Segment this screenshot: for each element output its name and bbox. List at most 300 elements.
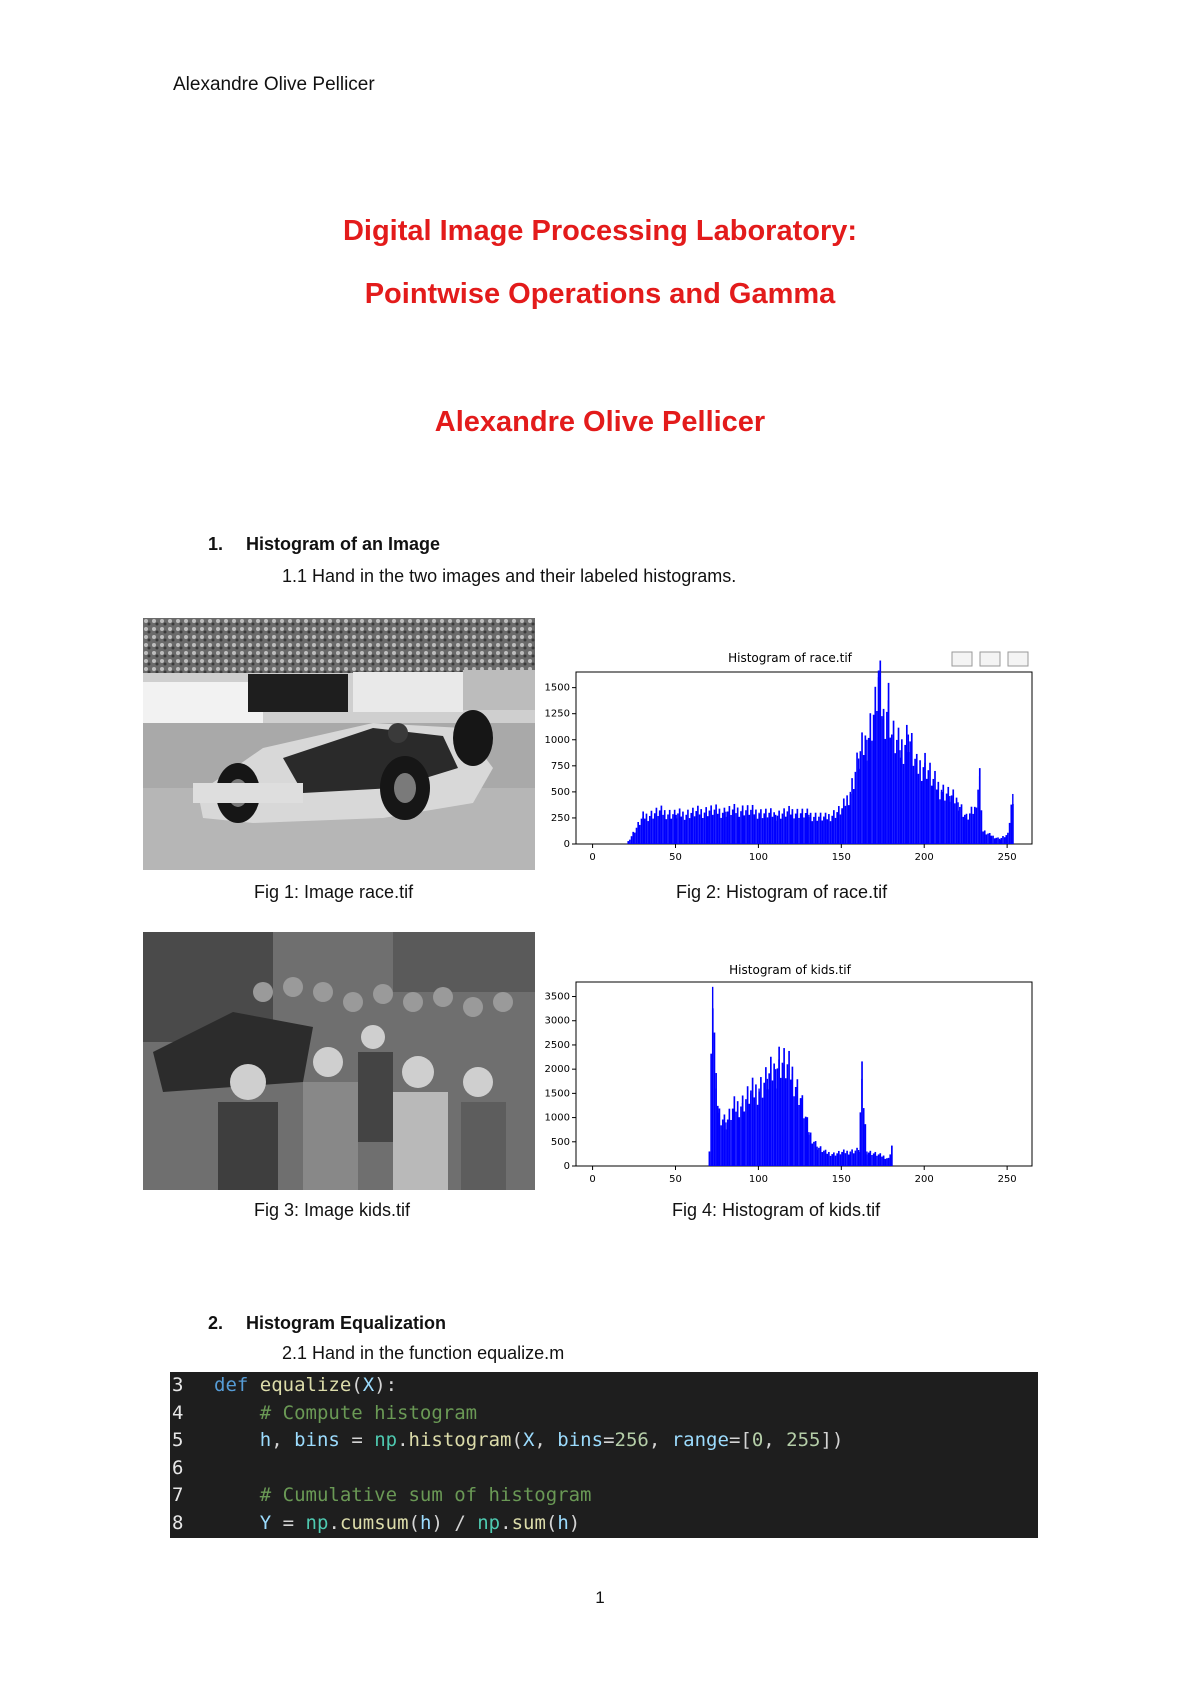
histogram-bar bbox=[725, 1122, 726, 1166]
histogram-bar bbox=[682, 812, 684, 844]
histogram-bar bbox=[810, 813, 812, 844]
code-line bbox=[170, 1400, 1038, 1428]
section-1-title: Histogram of an Image bbox=[246, 534, 441, 554]
code-punct: ) bbox=[568, 1511, 581, 1534]
histogram-bar bbox=[853, 1153, 855, 1166]
histogram-bar bbox=[684, 820, 686, 844]
code-number: 256 bbox=[614, 1429, 649, 1452]
histogram-bar bbox=[858, 759, 859, 844]
code-function: histogram bbox=[408, 1429, 512, 1452]
histogram-bar bbox=[820, 813, 822, 844]
y-tick-label: 3000 bbox=[544, 1015, 570, 1027]
histogram-bar bbox=[836, 1153, 838, 1166]
histogram-bar bbox=[775, 815, 776, 844]
code-function: sum bbox=[511, 1511, 546, 1534]
histogram-bar bbox=[881, 1157, 883, 1166]
histogram-bar bbox=[760, 1077, 762, 1166]
histogram-bar bbox=[730, 815, 732, 844]
histogram-bar bbox=[828, 814, 830, 844]
section-1-heading bbox=[208, 534, 440, 555]
histogram-bar bbox=[646, 814, 648, 844]
histogram-bar bbox=[727, 1120, 729, 1166]
histogram-bar bbox=[777, 1068, 779, 1166]
chart-title: Histogram of race.tif bbox=[728, 651, 852, 665]
x-tick-label: 50 bbox=[669, 852, 682, 863]
histogram-bar bbox=[639, 825, 641, 844]
histogram-bar bbox=[743, 1111, 745, 1166]
histogram-bar bbox=[785, 817, 787, 844]
histogram-bar bbox=[702, 818, 704, 844]
histogram-bar bbox=[825, 818, 826, 844]
histogram-bar bbox=[763, 813, 765, 844]
code-variable: h bbox=[259, 1429, 272, 1452]
histogram-bar bbox=[675, 815, 676, 844]
histogram-bar bbox=[841, 810, 842, 844]
histogram-bar bbox=[937, 782, 939, 844]
histogram-bar bbox=[878, 677, 879, 844]
y-tick-label: 500 bbox=[550, 1136, 570, 1148]
code-variable: X bbox=[522, 1429, 535, 1452]
histogram-bar bbox=[821, 1152, 823, 1166]
histogram-bar bbox=[896, 740, 898, 844]
histogram-bar bbox=[715, 1089, 716, 1166]
histogram-bar bbox=[888, 1159, 889, 1166]
histogram-bar bbox=[768, 1073, 770, 1166]
histogram-bar bbox=[800, 1098, 801, 1166]
race-histogram-chart bbox=[540, 644, 1040, 872]
kids-image bbox=[143, 932, 535, 1190]
histogram-bar bbox=[901, 739, 903, 844]
line-number: 8 bbox=[172, 1511, 184, 1534]
histogram-bar bbox=[709, 1151, 710, 1166]
y-tick-label: 3500 bbox=[544, 991, 570, 1003]
histogram-bar bbox=[672, 814, 674, 844]
histogram-bar bbox=[866, 1151, 867, 1166]
histogram-bar bbox=[926, 779, 928, 844]
histogram-bar bbox=[899, 750, 900, 844]
histogram-bar bbox=[757, 1105, 759, 1166]
histogram-bar bbox=[1000, 838, 1002, 844]
histogram-bar bbox=[679, 808, 681, 844]
histogram-bar bbox=[813, 1142, 815, 1166]
histogram-bar bbox=[962, 817, 964, 844]
histogram-bar bbox=[933, 781, 934, 844]
histogram-bar bbox=[742, 1103, 743, 1166]
histogram-bar bbox=[928, 770, 930, 844]
histogram-bar bbox=[981, 810, 983, 844]
histogram-bar bbox=[904, 745, 906, 844]
histogram-bar bbox=[773, 1064, 775, 1166]
histogram-bar bbox=[671, 819, 673, 844]
histogram-bar bbox=[826, 1154, 828, 1166]
histogram-bar bbox=[845, 1153, 847, 1166]
histogram-bar bbox=[838, 806, 840, 844]
histogram-bar bbox=[855, 772, 857, 844]
save-icon[interactable] bbox=[1008, 652, 1028, 666]
histogram-bar bbox=[831, 1154, 833, 1166]
histogram-bar bbox=[868, 1153, 870, 1166]
histogram-bar bbox=[704, 813, 706, 844]
histogram-bar bbox=[677, 813, 679, 844]
histogram-bar bbox=[954, 803, 956, 844]
line-number: 6 bbox=[172, 1456, 184, 1479]
histogram-bar bbox=[846, 795, 848, 844]
histogram-bar bbox=[869, 1151, 871, 1166]
histogram-bar bbox=[888, 700, 889, 844]
histogram-bar bbox=[712, 987, 713, 1166]
kids-histogram-chart bbox=[540, 960, 1040, 1192]
histogram-bar bbox=[841, 1152, 842, 1166]
histogram-bar bbox=[739, 817, 741, 844]
histogram-bar bbox=[848, 1155, 850, 1166]
histogram-bar bbox=[946, 794, 948, 844]
histogram-bar bbox=[861, 732, 863, 844]
histogram-bar bbox=[752, 1078, 754, 1166]
histogram-bar bbox=[763, 1083, 765, 1166]
histogram-bar bbox=[642, 817, 643, 844]
histogram-bar bbox=[700, 809, 702, 844]
histogram-bar bbox=[1010, 805, 1012, 844]
histogram-bar bbox=[641, 819, 643, 844]
code-punct: ]) bbox=[820, 1429, 844, 1452]
histogram-bar bbox=[775, 1069, 776, 1166]
fig-4-caption: Fig 4: Histogram of kids.tif bbox=[672, 1200, 881, 1220]
histogram-bar bbox=[846, 1151, 848, 1166]
histogram-bar bbox=[1002, 836, 1004, 844]
histogram-bar bbox=[871, 741, 873, 844]
histogram-bar bbox=[694, 816, 696, 844]
histogram-bar bbox=[685, 815, 687, 844]
histogram-bar bbox=[656, 808, 658, 844]
page-number: 1 bbox=[595, 1588, 605, 1607]
histogram-bar bbox=[737, 1101, 739, 1166]
histogram-bar bbox=[714, 810, 716, 844]
fig-3-caption: Fig 3: Image kids.tif bbox=[254, 1200, 411, 1220]
y-tick-label: 500 bbox=[550, 786, 570, 798]
histogram-bar bbox=[782, 814, 784, 844]
histogram-bar bbox=[996, 838, 998, 844]
histogram-bar bbox=[876, 711, 878, 844]
histogram-bar bbox=[821, 821, 823, 844]
histogram-bar bbox=[790, 1080, 792, 1166]
histogram-bar bbox=[719, 1113, 720, 1166]
histogram-bar bbox=[976, 808, 978, 844]
histogram-bar bbox=[644, 819, 646, 844]
histogram-bar bbox=[631, 836, 633, 844]
histogram-bar bbox=[879, 1153, 881, 1166]
histogram-bar bbox=[687, 810, 689, 844]
histogram-bar bbox=[863, 1108, 865, 1166]
histogram-bar bbox=[802, 809, 804, 844]
histogram-bar bbox=[745, 810, 747, 844]
histogram-bar bbox=[773, 812, 775, 844]
histogram-bar bbox=[843, 798, 845, 844]
y-tick-label: 1250 bbox=[544, 708, 570, 720]
histogram-bar bbox=[785, 1078, 787, 1166]
histogram-bar bbox=[1007, 835, 1008, 844]
histogram-bar bbox=[908, 735, 909, 844]
code-variable: h bbox=[557, 1511, 569, 1534]
histogram-bar bbox=[903, 764, 905, 844]
fig-1-caption: Fig 1: Image race.tif bbox=[254, 882, 414, 902]
histogram-bar bbox=[865, 735, 867, 844]
code-punct: , bbox=[271, 1429, 295, 1452]
histogram-bar bbox=[974, 810, 975, 844]
histogram-bar bbox=[750, 1093, 751, 1166]
code-variable: h bbox=[419, 1511, 432, 1534]
y-tick-label: 1500 bbox=[544, 682, 570, 694]
histogram-bar bbox=[828, 1152, 830, 1166]
code-number: 0 bbox=[751, 1429, 764, 1452]
code-punct: , bbox=[763, 1429, 787, 1452]
histogram-bar bbox=[705, 807, 707, 844]
section-2-subheading: 2.1 Hand in the function equalize.m bbox=[282, 1343, 565, 1363]
histogram-bar bbox=[919, 760, 921, 844]
code-punct: ( bbox=[408, 1511, 420, 1534]
histogram-bar bbox=[734, 804, 736, 844]
histogram-bar bbox=[999, 839, 1000, 844]
histogram-bar bbox=[845, 806, 847, 844]
code-variable: bins bbox=[294, 1429, 340, 1452]
page-header: Alexandre Olive Pellicer bbox=[173, 74, 375, 95]
code-function: cumsum bbox=[339, 1511, 409, 1534]
chart-toolbar bbox=[952, 652, 1028, 666]
histogram-bar bbox=[727, 811, 729, 844]
histogram-bar bbox=[947, 787, 949, 844]
code-line bbox=[170, 1455, 1038, 1483]
histogram-bar bbox=[647, 821, 649, 844]
histogram-bar bbox=[840, 1154, 842, 1166]
histogram-bar bbox=[860, 1112, 862, 1166]
x-tick-label: 150 bbox=[831, 1174, 851, 1185]
histogram-bar bbox=[856, 1148, 858, 1166]
histogram-bar bbox=[729, 1109, 731, 1166]
histogram-bar bbox=[944, 801, 946, 844]
histogram-bar bbox=[792, 1074, 793, 1166]
histogram-bar bbox=[936, 790, 938, 844]
histogram-bar bbox=[780, 819, 782, 844]
code-punct: , bbox=[648, 1429, 672, 1452]
histogram-bar bbox=[843, 1149, 845, 1166]
histogram-bar bbox=[748, 815, 750, 844]
document-author: Alexandre Olive Pellicer bbox=[434, 406, 766, 438]
histogram-bar bbox=[783, 1064, 784, 1166]
histogram-bar bbox=[750, 810, 752, 844]
histogram-bar bbox=[722, 813, 724, 844]
histogram-bar bbox=[745, 1099, 747, 1166]
histogram-bar bbox=[695, 811, 697, 844]
histogram-bar bbox=[818, 817, 820, 844]
histogram-bar bbox=[883, 1156, 884, 1166]
histogram-bar bbox=[1012, 794, 1013, 844]
histogram-bar bbox=[795, 1087, 797, 1166]
histogram-bar bbox=[939, 799, 941, 844]
histogram-bar bbox=[800, 813, 802, 844]
histogram-bar bbox=[987, 834, 989, 844]
histogram-bar bbox=[632, 832, 634, 844]
histogram-bar bbox=[747, 805, 749, 844]
histogram-bar bbox=[748, 1104, 750, 1166]
code-punct: ) bbox=[431, 1511, 443, 1534]
histogram-bar bbox=[755, 810, 757, 844]
histogram-bar bbox=[772, 1080, 774, 1166]
histogram-bar bbox=[831, 816, 833, 844]
code-block bbox=[170, 1372, 1038, 1538]
histogram-bar bbox=[758, 813, 759, 844]
histogram-bar bbox=[874, 708, 875, 844]
code-keyword-arg: bins bbox=[557, 1429, 604, 1452]
histogram-bar bbox=[788, 806, 790, 844]
histogram-bar bbox=[637, 822, 639, 844]
histogram-bar bbox=[956, 798, 958, 844]
histogram-bar bbox=[762, 1098, 764, 1166]
histogram-bar bbox=[833, 1154, 834, 1166]
histogram-bar bbox=[806, 809, 808, 844]
histogram-bar bbox=[931, 786, 933, 844]
histogram-bar bbox=[816, 1147, 817, 1166]
histogram-bar bbox=[971, 807, 973, 844]
histogram-bar bbox=[715, 804, 717, 844]
histogram-bar bbox=[823, 817, 825, 844]
histogram-bar bbox=[856, 753, 858, 844]
histogram-bar bbox=[720, 818, 722, 844]
histogram-bar bbox=[765, 809, 767, 844]
histogram-bar bbox=[929, 763, 931, 844]
histogram-bar bbox=[659, 812, 660, 844]
histogram-bar bbox=[797, 809, 799, 844]
y-tick-label: 0 bbox=[563, 1161, 570, 1172]
histogram-bar bbox=[732, 1109, 734, 1166]
histogram-bar bbox=[861, 1079, 862, 1166]
histogram-bar bbox=[952, 789, 954, 844]
histogram-bar bbox=[780, 1078, 782, 1166]
histogram-bar bbox=[911, 733, 913, 844]
y-tick-label: 1000 bbox=[544, 1112, 570, 1124]
code-punct: , bbox=[534, 1429, 558, 1452]
histogram-bar bbox=[811, 1144, 813, 1166]
histogram-bar bbox=[778, 811, 780, 844]
chart-title: Histogram of kids.tif bbox=[729, 963, 851, 977]
histogram-bar bbox=[879, 661, 881, 844]
histogram-bar bbox=[680, 817, 682, 844]
kids-histogram-svg bbox=[540, 960, 1040, 1192]
histogram-bar bbox=[972, 814, 974, 844]
histogram-bar bbox=[667, 814, 669, 844]
copy-icon[interactable] bbox=[952, 652, 972, 666]
histogram-bar bbox=[941, 790, 942, 844]
histogram-bar bbox=[797, 1079, 799, 1166]
code-operator: =[ bbox=[728, 1429, 752, 1452]
code-punct: . bbox=[397, 1429, 409, 1452]
histogram-bar bbox=[914, 759, 916, 844]
code-operator: = bbox=[339, 1429, 375, 1452]
histogram-bar bbox=[934, 771, 936, 844]
y-tick-label: 1000 bbox=[544, 734, 570, 746]
x-tick-label: 50 bbox=[669, 1174, 682, 1185]
code-variable: Y bbox=[259, 1511, 272, 1534]
code-keyword-arg: range bbox=[671, 1429, 729, 1452]
code-number: 255 bbox=[786, 1429, 821, 1452]
y-tick-label: 1500 bbox=[544, 1088, 570, 1100]
histogram-bar bbox=[803, 817, 805, 844]
histogram-bar bbox=[865, 1124, 867, 1166]
histogram-bar bbox=[966, 818, 967, 844]
y-tick-label: 250 bbox=[550, 812, 570, 824]
histogram-bar bbox=[798, 1105, 800, 1166]
code-variable: X bbox=[362, 1374, 375, 1396]
x-tick-label: 250 bbox=[997, 852, 1017, 863]
histogram-bar bbox=[984, 830, 986, 844]
x-tick-label: 200 bbox=[914, 852, 934, 863]
histogram-bar bbox=[949, 796, 950, 844]
histogram-bar bbox=[689, 818, 691, 844]
histogram-bar bbox=[860, 751, 862, 844]
histogram-bar bbox=[830, 821, 832, 844]
y-tick-label: 2500 bbox=[544, 1039, 570, 1051]
x-tick-label: 0 bbox=[589, 1174, 596, 1185]
histogram-bar bbox=[961, 804, 963, 844]
histogram-bar bbox=[740, 811, 742, 844]
expand-icon[interactable] bbox=[980, 652, 1000, 666]
histogram-bar bbox=[906, 725, 908, 844]
histogram-bar bbox=[826, 819, 828, 844]
histogram-bar bbox=[850, 792, 851, 844]
x-tick-label: 250 bbox=[997, 1174, 1017, 1185]
histogram-bar bbox=[923, 767, 925, 844]
histogram-bar bbox=[997, 837, 999, 844]
histogram-bar bbox=[889, 1154, 891, 1166]
histogram-bar bbox=[891, 1146, 892, 1166]
histogram-bar bbox=[634, 833, 636, 844]
histogram-bar bbox=[982, 831, 983, 844]
histogram-bar bbox=[916, 769, 917, 844]
code-function: equalize bbox=[259, 1374, 352, 1396]
histogram-bar bbox=[951, 795, 953, 844]
histogram-bar bbox=[851, 1149, 853, 1166]
histogram-bar bbox=[729, 806, 731, 844]
histogram-bar bbox=[627, 841, 629, 844]
histogram-bar bbox=[735, 1112, 737, 1166]
code-module: np bbox=[477, 1511, 501, 1534]
histogram-bar bbox=[795, 814, 797, 844]
histogram-bar bbox=[717, 1106, 719, 1166]
section-1-number: 1. bbox=[208, 534, 224, 554]
histogram-bar bbox=[790, 815, 792, 844]
histogram-bar bbox=[793, 1096, 795, 1166]
histogram-bar bbox=[725, 812, 726, 844]
histogram-bar bbox=[1005, 835, 1007, 844]
histogram-bar bbox=[743, 815, 745, 844]
histogram-bar bbox=[830, 1156, 832, 1166]
histogram-bar bbox=[815, 813, 817, 844]
code-punct: . bbox=[500, 1511, 512, 1534]
histogram-bar bbox=[662, 815, 664, 844]
histogram-bar bbox=[669, 810, 671, 844]
line-number: 4 bbox=[172, 1401, 184, 1424]
histogram-bar bbox=[649, 816, 651, 844]
histogram-bar bbox=[848, 805, 850, 844]
line-number: 5 bbox=[172, 1429, 184, 1452]
histogram-bar bbox=[692, 813, 693, 844]
histogram-bar bbox=[853, 789, 855, 844]
x-tick-label: 150 bbox=[831, 852, 851, 863]
histogram-bar bbox=[661, 806, 663, 844]
histogram-bar bbox=[805, 1117, 807, 1166]
histogram-bar bbox=[752, 805, 754, 844]
histogram-bar bbox=[707, 816, 709, 844]
histogram-bar bbox=[770, 1057, 772, 1166]
histogram-bar bbox=[629, 840, 631, 844]
